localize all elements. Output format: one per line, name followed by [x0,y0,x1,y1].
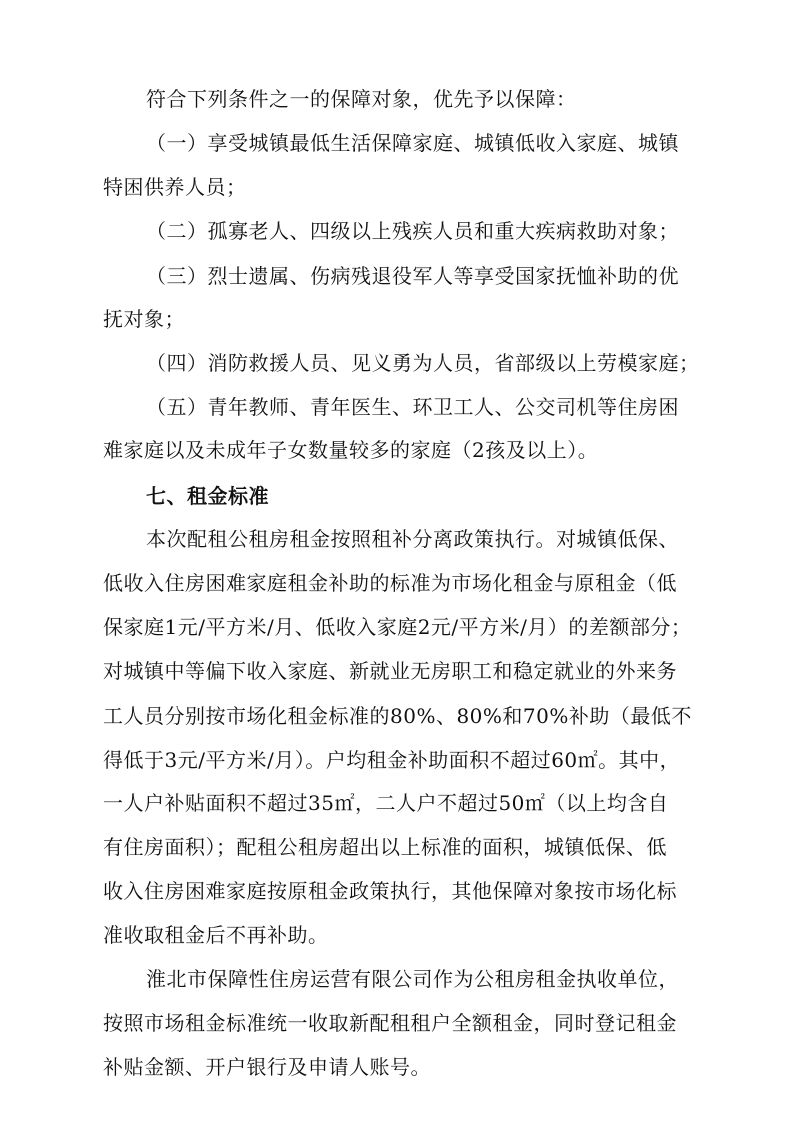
text-line: 抚对象； [103,307,185,331]
text-line: （三）烈士遗属、伤病残退役军人等享受国家抚恤补助的优 [146,264,679,288]
text-line: 淮北市保障性住房运营有限公司作为公租房租金执收单位， [146,967,679,991]
text-line: 按照市场租金标准统一收取新配租租户全额租金，同时登记租金 [103,1011,677,1035]
text-line: 补贴金额、开户银行及申请人账号。 [103,1055,431,1079]
text-line: （二）孤寡老人、四级以上残疾人员和重大疾病救助对象； [146,219,679,243]
text-line: 特困供养人员； [103,175,247,199]
text-line: 有住房面积）；配租公租房超出以上标准的面积，城镇低保、低 [103,835,667,859]
text-line: （四）消防救援人员、见义勇为人员，省部级以上劳模家庭； [146,351,700,375]
text-line: 一人户补贴面积不超过35㎡，二人户不超过50㎡（以上均含自 [103,791,669,815]
text-line: 得低于3元/平方米/月）。户均租金补助面积不超过60㎡。其中， [103,748,681,772]
text-line: （一）享受城镇最低生活保障家庭、城镇低收入家庭、城镇 [146,131,679,155]
text-line: 符合下列条件之一的保障对象，优先予以保障： [146,87,577,111]
text-line: 准收取租金后不再补助。 [103,923,329,947]
text-line: 本次配租公租房租金按照租补分离政策执行。对城镇低保、 [146,527,679,551]
text-line: 收入住房困难家庭按原租金政策执行，其他保障对象按市场化标 [103,879,677,903]
text-line: 对城镇中等偏下收入家庭、新就业无房职工和稳定就业的外来务 [103,659,677,683]
section-heading: 七、租金标准 [146,484,269,508]
text-line: 难家庭以及未成年子女数量较多的家庭（2孩及以上）。 [103,438,599,462]
text-line: 保家庭1元/平方米/月、低收入家庭2元/平方米/月）的差额部分； [103,615,692,639]
text-line: 低收入住房困难家庭租金补助的标准为市场化租金与原租金（低 [103,571,677,595]
text-line: （五）青年教师、青年医生、环卫工人、公交司机等住房困 [146,395,679,419]
text-line: 工人员分别按市场化租金标准的80%、80%和70%补助（最低不 [103,704,692,728]
